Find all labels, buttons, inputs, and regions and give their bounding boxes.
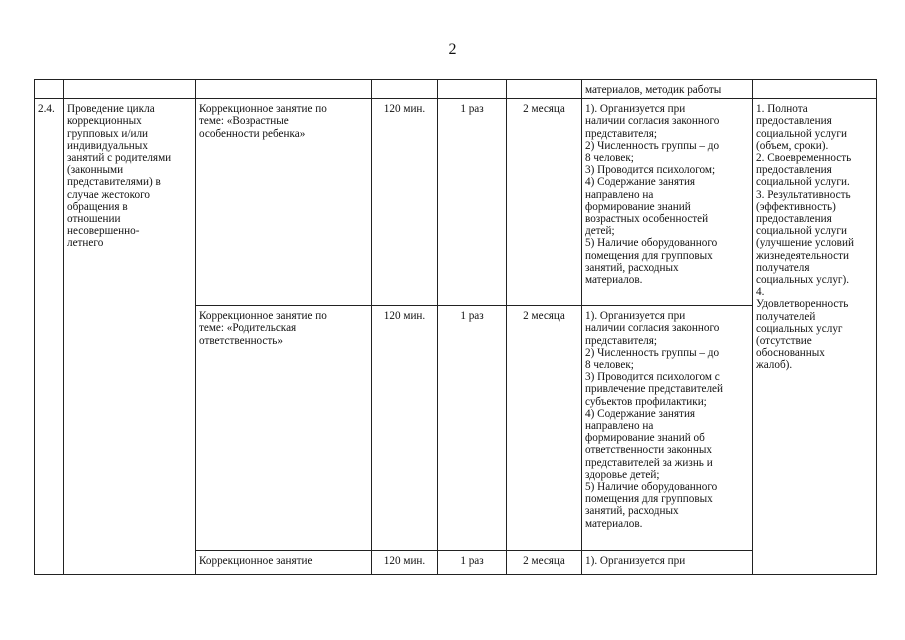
text-line: ответственность»	[199, 334, 283, 347]
text-line: формирование знаний	[585, 200, 691, 213]
text-line: обращения в	[67, 200, 128, 213]
text-line: теме: «Возрастные	[199, 115, 289, 128]
text-line: здоровье детей;	[585, 468, 660, 481]
text-line: отношении	[67, 213, 121, 226]
cell-empty	[753, 80, 877, 99]
text-line: 3) Проводится психологом;	[585, 164, 716, 177]
text-line: летнего	[67, 237, 104, 250]
text-line: направлено на	[585, 188, 654, 201]
text-line: направлено на	[585, 420, 654, 433]
text-line: получателей	[756, 310, 816, 323]
text-line: Удовлетворенность	[756, 298, 849, 311]
text-line: помещения для групповых	[585, 493, 713, 506]
duration-cell: 120 мин.	[372, 99, 438, 306]
text-line: (улучшение условий	[756, 237, 854, 250]
text-line: представителя;	[585, 127, 658, 140]
text-line: Коррекционное занятие по	[199, 103, 327, 116]
text-line: представителя;	[585, 334, 658, 347]
text-line: наличии согласия законного	[585, 115, 720, 128]
text-line: жалоб).	[756, 359, 793, 372]
text-line: наличии согласия законного	[585, 322, 720, 335]
cell-empty	[507, 80, 582, 99]
text-line: 4.	[756, 286, 765, 299]
text-line: Проведение цикла	[67, 103, 155, 116]
text-line: социальной услуги	[756, 127, 847, 140]
duration-cell: 120 мин.	[372, 551, 438, 575]
text-line: социальных услуг	[756, 322, 843, 335]
text-line: особенности ребенка»	[199, 127, 306, 140]
conditions-cell	[582, 99, 753, 306]
text-line: 4) Содержание занятия	[585, 407, 696, 420]
section-number: 2.4.	[35, 99, 64, 575]
text-line: социальных услуг).	[756, 274, 850, 287]
service-name-cell	[64, 99, 196, 575]
text-line: формирование знаний об	[585, 432, 705, 445]
frequency-cell: 1 раз	[438, 551, 507, 575]
duration-cell: 120 мин.	[372, 306, 438, 551]
service-standard-table	[34, 79, 877, 575]
text-line: 1). Организуется при	[585, 310, 686, 323]
text-line: занятий, расходных	[585, 505, 679, 518]
period-cell: 2 месяца	[507, 99, 582, 306]
cell-empty	[35, 80, 64, 99]
text-line: привлечение представителей	[585, 383, 724, 396]
text-line: ответственности законных	[585, 444, 712, 457]
period-cell: 2 месяца	[507, 551, 582, 575]
text-line: предоставления	[756, 213, 832, 226]
text-line: социальной услуги	[756, 225, 847, 238]
text-line: 8 человек;	[585, 152, 634, 165]
cell-empty	[64, 80, 196, 99]
text-line: предоставления	[756, 164, 832, 177]
text-line: 1). Организуется при	[585, 103, 686, 116]
text-line: теме: «Родительская	[199, 322, 297, 335]
text-line: социальной услуги.	[756, 176, 850, 189]
table-row-continuation	[35, 80, 877, 99]
conditions-cell	[582, 551, 753, 575]
text-line: возрастных особенностей	[585, 213, 709, 226]
text-line: обоснованных	[756, 347, 825, 360]
text-line: 2) Численность группы – до	[585, 346, 720, 359]
cell-empty	[438, 80, 507, 99]
cell-empty	[196, 80, 372, 99]
conditions-cell	[582, 306, 753, 551]
text-line: занятий, расходных	[585, 261, 679, 274]
frequency-cell: 1 раз	[438, 99, 507, 306]
text-line: 1. Полнота	[756, 103, 808, 116]
text-line: предоставления	[756, 115, 832, 128]
cell-empty	[372, 80, 438, 99]
text-line: материалов.	[585, 517, 643, 530]
text-line: 8 человек;	[585, 359, 634, 372]
text-line: индивидуальных	[67, 139, 148, 152]
period-cell: 2 месяца	[507, 306, 582, 551]
text-line: 3) Проводится психологом с	[585, 371, 720, 384]
text-line: 5) Наличие оборудованного	[585, 481, 718, 494]
table-row	[35, 99, 877, 306]
frequency-cell: 1 раз	[438, 306, 507, 551]
text-line: 3. Результативность	[756, 188, 851, 201]
text-line: 5) Наличие оборудованного	[585, 237, 718, 250]
lesson-topic-cell	[196, 99, 372, 306]
text-line: помещения для групповых	[585, 249, 713, 262]
text-line: 4) Содержание занятия	[585, 176, 696, 189]
text-line: 1). Организуется при	[585, 555, 686, 568]
text-line: групповых и/или	[67, 127, 149, 140]
text-line: (законными	[67, 164, 124, 177]
text-line: занятий с родителями	[67, 152, 172, 165]
text-line: детей;	[585, 225, 615, 238]
text-line: получателя	[756, 261, 810, 274]
text-line: случае жестокого	[67, 188, 150, 201]
quality-indicators-cell	[753, 99, 877, 575]
text-line: жизнедеятельности	[756, 249, 849, 262]
text-line: представителей за жизнь и	[585, 456, 713, 469]
cell-conditions-continuation: материалов, методик работы	[582, 80, 753, 99]
text-line: материалов.	[585, 274, 643, 287]
text-line: 2) Численность группы – до	[585, 139, 720, 152]
lesson-topic-cell	[196, 551, 372, 575]
page-number: 2	[448, 41, 457, 58]
lesson-topic-cell	[196, 306, 372, 551]
text-line: несовершенно-	[67, 225, 140, 238]
text-line: коррекционных	[67, 115, 142, 128]
text-line: Коррекционное занятие	[199, 555, 313, 568]
text-line: субъектов профилактики;	[585, 395, 707, 408]
text-line: Коррекционное занятие по	[199, 310, 327, 323]
text-line: представителями) в	[67, 176, 161, 189]
text-line: (отсутствие	[756, 335, 812, 348]
text-line: 2. Своевременность	[756, 152, 852, 165]
text-line: (эффективность)	[756, 200, 836, 213]
text-line: (объем, сроки).	[756, 139, 829, 152]
